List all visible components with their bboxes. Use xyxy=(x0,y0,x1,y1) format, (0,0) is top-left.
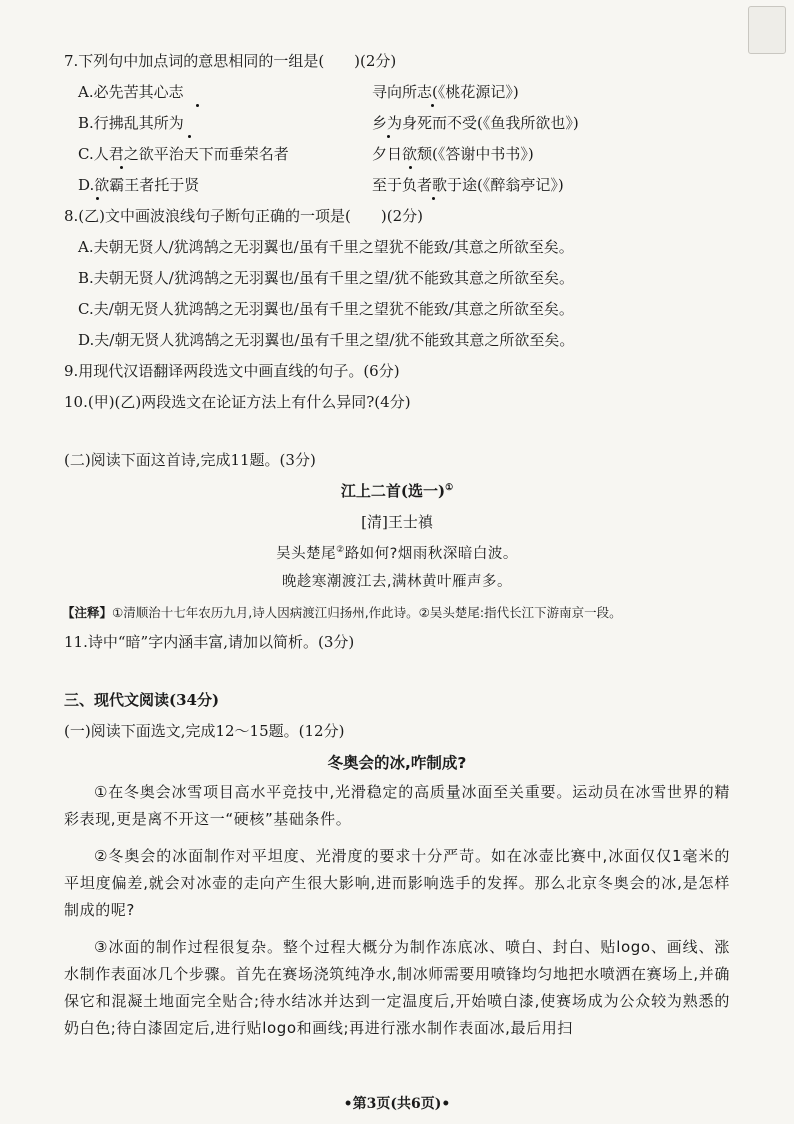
article-paragraph-2: ②冬奥会的冰面制作对平坦度、光滑度的要求十分严苛。如在冰壶比赛中,冰面仅仅1毫米的平坦度偏差,就会对冰壶的走向产生很大影响,进而影响选手的发挥。那么北京冬奥会的冰,是怎样制成的呢? xyxy=(64,847,730,919)
q8-option-c: C.夫/朝无贤人犹鸿鹄之无羽翼也/虽有千里之望犹不能致/其意之所欲至矣。 xyxy=(78,300,574,318)
emphasis-dot xyxy=(387,135,390,138)
q8-option-d: D.夫/朝无贤人犹鸿鹄之无羽翼也/虽有千里之望/犹不能致其意之所欲至矣。 xyxy=(78,331,575,349)
poem-title-text: 江上二首(选一) xyxy=(340,482,446,500)
poem-line-1 xyxy=(0,542,794,563)
q7-option-b-left: B.行拂乱其所为 xyxy=(78,114,184,132)
poem-line-1-a: 吴头楚尾 xyxy=(276,546,337,562)
emphasis-dot xyxy=(96,197,99,200)
emphasis-dot xyxy=(188,135,191,138)
q7-option-a-right: 寻向所志(《桃花源记》) xyxy=(372,83,519,101)
q7-option-c-right: 夕日欲颓(《答谢中书书》) xyxy=(372,145,534,163)
poem-author: [清]王士禛 xyxy=(361,513,433,531)
note-text: ①清顺治十七年农历九月,诗人因病渡江归扬州,作此诗。②吴头楚尾:指代长江下游南京一段。 xyxy=(112,605,622,620)
section2-intro: (二)阅读下面这首诗,完成11题。(3分) xyxy=(64,451,316,469)
poem-line-2: 晚趁寒潮渡江去,满林黄叶雁声多。 xyxy=(281,574,513,590)
q9-stem: 9.用现代汉语翻译两段选文中画直线的句子。(6分) xyxy=(64,362,400,380)
q8-option-b: B.夫朝无贤人/犹鸿鹄之无羽翼也/虽有千里之望/犹不能致其意之所欲至矣。 xyxy=(78,269,574,287)
q7-stem: 7.下列句中加点词的意思相同的一组是( )(2分) xyxy=(64,52,397,70)
article-title: 冬奥会的冰,咋制成? xyxy=(327,754,467,772)
q7-option-d-right: 至于负者歌于途(《醉翁亭记》) xyxy=(372,176,564,194)
emphasis-dot xyxy=(431,104,434,107)
q11-stem: 11.诗中“暗”字内涵丰富,请加以简析。(3分) xyxy=(64,633,355,651)
q7-option-b-right: 乡为身死而不受(《鱼我所欲也》) xyxy=(372,114,579,132)
emphasis-dot xyxy=(432,197,435,200)
q8-stem: 8.(乙)文中画波浪线句子断句正确的一项是( )(2分) xyxy=(64,207,423,225)
emphasis-dot xyxy=(196,104,199,107)
q8-option-a: A.夫朝无贤人/犹鸿鹄之无羽翼也/虽有千里之望犹不能致/其意之所欲至矣。 xyxy=(78,238,574,256)
poem-title xyxy=(0,480,794,501)
poem-line-1-note-mark: ② xyxy=(336,545,345,556)
corner-stamp xyxy=(748,6,786,54)
article-paragraph-3: ③冰面的制作过程很复杂。整个过程大概分为制作冻底冰、喷白、封白、贴logo、画线、涨水制作表面冰几个步骤。首先在赛场浇筑纯净水,制冰师需要用喷锋均匀地把水喷洒在赛场上,并确保它和混凝土地面完全贴合;待水结冰并达到一定温度后,开始喷白漆,使赛场成为公众较为熟悉的奶白色;待白漆固定后,进行贴logo和画线;再进行涨水制作表面冰,最后用扫 xyxy=(64,938,730,1037)
q10-stem: 10.(甲)(乙)两段选文在论证方法上有什么异同?(4分) xyxy=(64,393,411,411)
poem-notes xyxy=(62,603,622,621)
section3-heading: 三、现代文阅读(34分) xyxy=(64,691,220,709)
poem-title-note-mark: ① xyxy=(445,483,454,493)
q7-option-c-left: C.人君之欲平治天下而垂荣名者 xyxy=(78,145,289,163)
article-paragraph-1: ①在冬奥会冰雪项目高水平竞技中,光滑稳定的高质量冰面至关重要。运动员在冰雪世界的精彩表现,更是离不开这一“硬核”基础条件。 xyxy=(64,783,730,828)
q7-option-d-left: D.欲霸王者托于贤 xyxy=(78,176,200,194)
page-footer: •第3页(共6页)• xyxy=(343,1096,451,1112)
section3-intro: (一)阅读下面选文,完成12～15题。(12分) xyxy=(64,722,345,740)
poem-line-1-b: 路如何?烟雨秋深暗白波。 xyxy=(344,546,518,562)
q7-option-a-left: A.必先苦其心志 xyxy=(78,83,184,101)
emphasis-dot xyxy=(120,166,123,169)
note-label: 【注释】 xyxy=(62,605,113,620)
emphasis-dot xyxy=(409,166,412,169)
